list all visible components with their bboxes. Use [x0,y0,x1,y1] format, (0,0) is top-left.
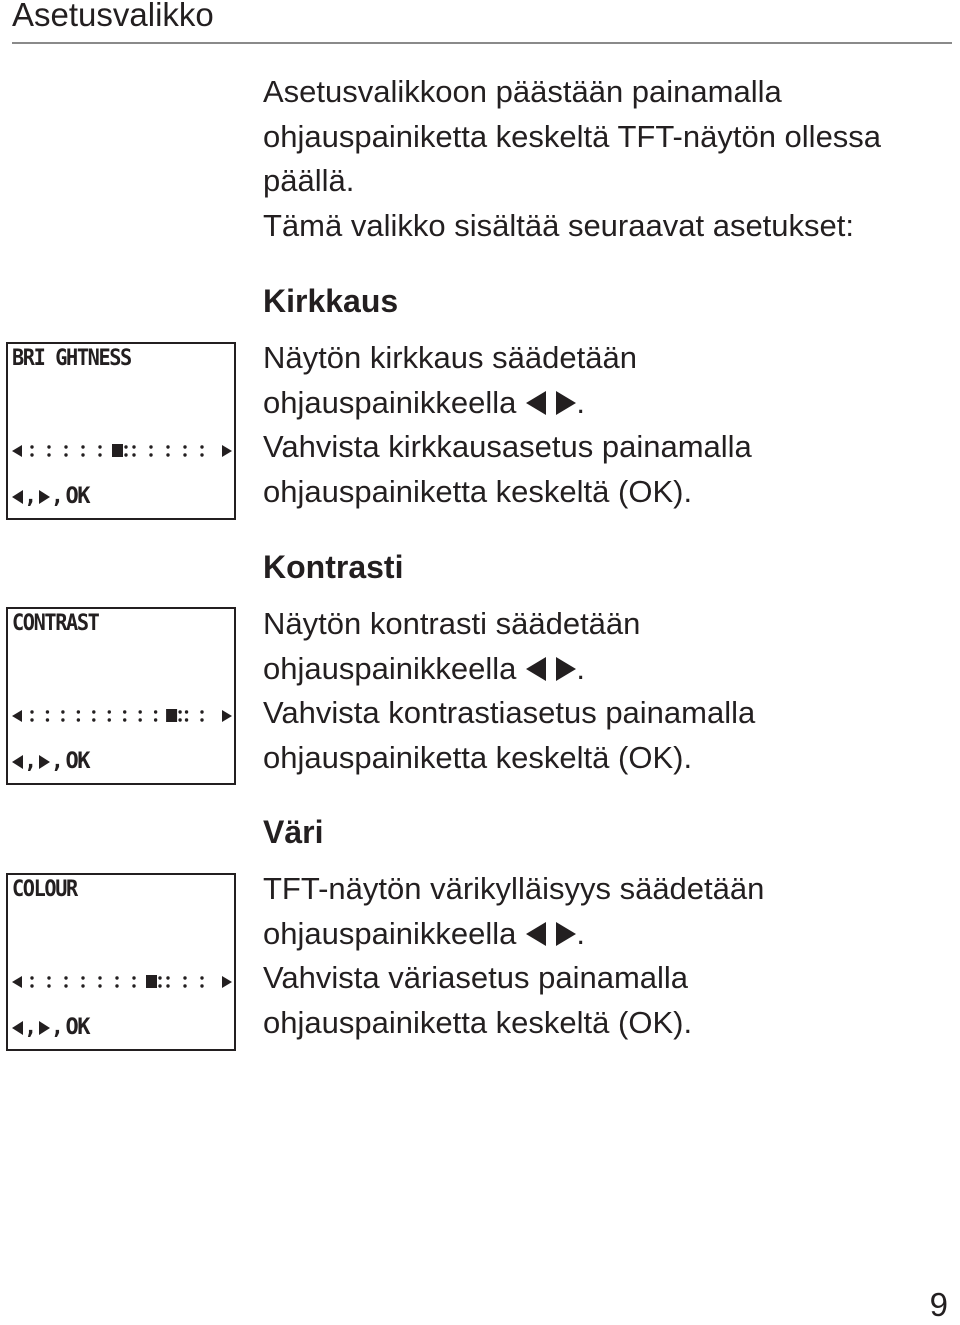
section-heading-vari: Väri [263,814,324,850]
section-line: ohjauspainiketta keskeltä (OK). [263,739,693,775]
scale-dot [77,710,80,713]
scale-dot [158,976,161,979]
lcd-hint: , , OK [12,1015,89,1040]
section-line: ohjauspainiketta keskeltä (OK). [263,473,693,509]
left-triangle-icon [526,391,546,415]
scale-dot [30,718,33,721]
lcd-menu-brightness [6,342,236,520]
right-triangle-icon [39,755,50,769]
section-line: Vahvista kontrastiasetus painamalla [263,695,756,730]
scale-dot [47,445,50,448]
scale-dot [61,710,64,713]
scale-dot [81,453,84,456]
scale-dot [178,710,181,713]
scale-dot [81,445,84,448]
scale-dot [200,445,203,448]
section-text-vari [263,867,953,1045]
scale-dot [98,453,101,456]
scale-right-arrow-icon [222,976,232,988]
lcd-hint: , , OK [12,484,89,509]
section-line: TFT-näytön värikylläisyys säädetään [263,871,765,906]
scale-dot [124,445,127,448]
section-text-kirkkaus [263,336,953,514]
scale-dot [200,984,203,987]
right-triangle-icon [39,490,50,504]
scale-dot [30,453,33,456]
section-line-period: . [576,915,585,951]
section-line: Näytön kontrasti säädetään [263,606,641,641]
section-line: Vahvista väriasetus painamalla [263,960,689,995]
right-triangle-icon [556,922,576,946]
scale-dot [132,984,135,987]
lcd-scale-graphic [12,705,234,727]
section-line-text: ohjauspainikkeella [263,384,517,420]
lcd-hint-ok: OK [65,484,89,509]
page-title: Asetusvalikko [12,0,214,33]
scale-dot [47,453,50,456]
lcd-menu-colour [6,873,236,1051]
scale-left-arrow-icon [12,976,22,988]
title-divider [12,42,952,44]
scale-dot [30,710,33,713]
scale-dot [200,976,203,979]
lcd-level-scale [12,440,234,462]
section-line-text: ohjauspainikkeella [263,915,517,951]
right-triangle-icon [556,657,576,681]
lcd-hint: , , OK [12,749,89,774]
left-triangle-icon [526,922,546,946]
scale-dot [149,453,152,456]
scale-dot [200,453,203,456]
intro-text [263,70,953,248]
scale-right-arrow-icon [222,445,232,457]
scale-dot [92,718,95,721]
left-triangle-icon [12,1021,23,1035]
scale-dot [138,718,141,721]
scale-dot [64,453,67,456]
scale-dot [185,710,188,713]
right-triangle-icon [39,1021,50,1035]
lcd-level-scale [12,705,234,727]
scale-dot [154,710,157,713]
section-line [263,381,953,426]
scale-dot [166,453,169,456]
scale-dot [47,984,50,987]
scale-dot [61,718,64,721]
scale-dot [183,453,186,456]
scale-dot [200,710,203,713]
scale-dot [178,718,181,721]
scale-dot [47,976,50,979]
scale-dot [200,718,203,721]
section-line-period: . [576,650,585,686]
scale-dot [132,976,135,979]
right-triangle-icon [556,391,576,415]
scale-dot [108,710,111,713]
scale-dot [115,976,118,979]
scale-dot [108,718,111,721]
scale-dot [185,718,188,721]
section-line [263,912,953,957]
left-triangle-icon [526,657,546,681]
lcd-label: CONTRAST [12,611,99,636]
section-line [263,647,953,692]
section-text-kontrasti [263,602,953,780]
scale-dot [64,976,67,979]
scale-dot [46,710,49,713]
scale-dot [98,445,101,448]
scale-dot [124,453,127,456]
scale-dot [138,710,141,713]
scale-dot [132,445,135,448]
scale-dot [30,445,33,448]
scale-dot [154,718,157,721]
scale-dot [30,984,33,987]
scale-dot [123,718,126,721]
scale-dot [98,976,101,979]
lcd-scale-graphic [12,971,234,993]
intro-paragraph: Tämä valikko sisältää seuraavat asetukset: [263,207,854,243]
section-heading-kirkkaus: Kirkkaus [263,283,399,319]
section-line: Näytön kirkkaus säädetään [263,340,637,375]
section-heading-kontrasti: Kontrasti [263,549,404,585]
scale-dot [92,710,95,713]
lcd-hint-ok: OK [65,749,89,774]
level-marker-icon [146,975,157,988]
level-marker-icon [112,444,123,457]
scale-dot [81,984,84,987]
scale-dot [166,976,169,979]
lcd-level-scale [12,971,234,993]
lcd-label: BRI GHTNESS [12,346,131,371]
scale-dot [30,976,33,979]
scale-dot [115,984,118,987]
scale-dot [46,718,49,721]
lcd-label: COLOUR [12,877,77,902]
scale-right-arrow-icon [222,710,232,722]
left-triangle-icon [12,490,23,504]
scale-dot [81,976,84,979]
lcd-hint-ok: OK [65,1015,89,1040]
scale-left-arrow-icon [12,445,22,457]
lcd-menu-contrast [6,607,236,785]
scale-dot [166,445,169,448]
page-number: 9 [929,1286,948,1323]
scale-dot [77,718,80,721]
scale-dot [149,445,152,448]
scale-dot [132,453,135,456]
intro-paragraph: Asetusvalikkoon päästään painamalla ohjauspainiketta keskeltä TFT-näytön ollessa päällä. [263,74,882,198]
scale-dot [183,445,186,448]
section-line: ohjauspainiketta keskeltä (OK). [263,1004,693,1040]
section-line-period: . [576,384,585,420]
scale-dot [158,984,161,987]
scale-dot [166,984,169,987]
scale-dot [64,445,67,448]
level-marker-icon [166,709,177,722]
lcd-scale-graphic [12,440,234,462]
scale-dot [183,984,186,987]
section-line: Vahvista kirkkausasetus painamalla [263,429,752,464]
left-triangle-icon [12,755,23,769]
scale-dot [98,984,101,987]
scale-dot [123,710,126,713]
scale-left-arrow-icon [12,710,22,722]
scale-dot [183,976,186,979]
section-line-text: ohjauspainikkeella [263,650,517,686]
scale-dot [64,984,67,987]
